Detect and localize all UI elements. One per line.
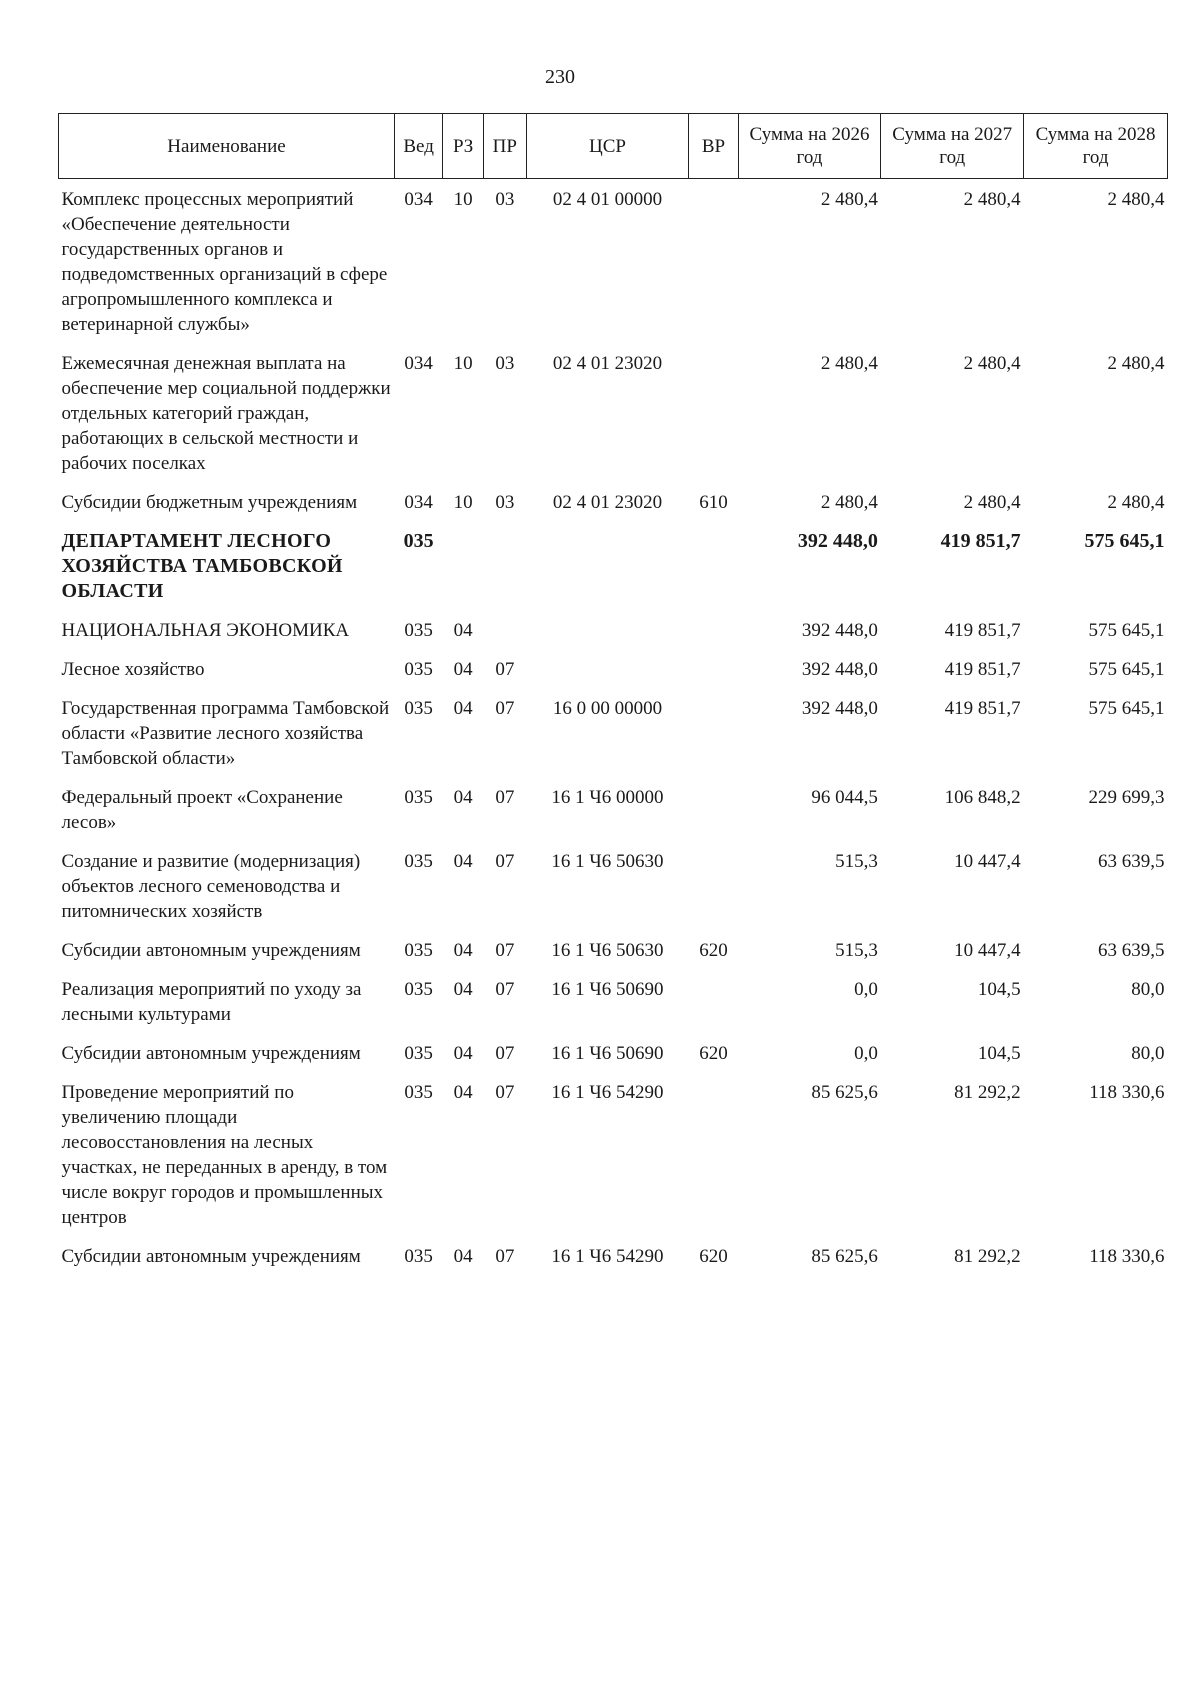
table-row xyxy=(59,649,1168,688)
cell-vr: 610 xyxy=(699,492,728,513)
header-sum-2028: Сумма на 2028 год xyxy=(1024,114,1168,179)
cell-sum-2028: 575 645,1 xyxy=(1084,530,1165,552)
cell-ved: 035 xyxy=(404,659,433,680)
cell-sum-2026: 2 480,4 xyxy=(820,353,878,374)
cell-csr: 16 1 Ч6 50690 xyxy=(551,979,664,1000)
cell-vr: 620 xyxy=(699,1246,728,1267)
table-row xyxy=(59,930,1168,969)
table-row xyxy=(59,610,1168,649)
cell-sum-2027: 419 851,7 xyxy=(944,620,1021,641)
header-name: Наименование xyxy=(59,114,395,179)
cell-name: Государственная программа Тамбовской области «Развитие лесного хозяйства Тамбовской области» xyxy=(61,698,390,769)
table-row xyxy=(59,1072,1168,1236)
cell-csr xyxy=(526,649,689,688)
cell-name: Субсидии автономным учреждениям xyxy=(61,1246,361,1267)
cell-vr xyxy=(689,521,738,610)
cell-pr: 07 xyxy=(495,1082,515,1103)
cell-ved: 035 xyxy=(404,1082,433,1103)
cell-sum-2026: 0,0 xyxy=(854,979,878,1000)
cell-name: Создание и развитие (модернизация) объектов лесного семеноводства и питомнических хозяйств xyxy=(61,851,361,922)
cell-pr: 07 xyxy=(495,787,515,808)
table-row xyxy=(59,777,1168,841)
table-header-row xyxy=(59,114,1168,179)
cell-vr xyxy=(689,1072,738,1236)
cell-sum-2028: 575 645,1 xyxy=(1088,659,1165,680)
cell-sum-2028: 575 645,1 xyxy=(1088,698,1165,719)
cell-sum-2028: 80,0 xyxy=(1131,1043,1165,1064)
cell-sum-2026: 392 448,0 xyxy=(797,530,878,552)
cell-rz: 10 xyxy=(453,189,473,210)
cell-sum-2028: 2 480,4 xyxy=(1107,189,1165,210)
cell-sum-2026: 392 448,0 xyxy=(801,620,878,641)
header-ved: Вед xyxy=(394,114,442,179)
cell-vr xyxy=(689,688,738,777)
cell-name: Субсидии автономным учреждениям xyxy=(61,1043,361,1064)
cell-sum-2026: 96 044,5 xyxy=(811,787,878,808)
cell-name: Комплекс процессных мероприятий «Обеспечение деятельности государственных органов и подведомственных организаций в сфере агропромышленного комплекса и ветеринарной службы» xyxy=(61,189,388,335)
cell-vr xyxy=(689,649,738,688)
cell-rz: 04 xyxy=(453,1082,473,1103)
cell-sum-2027: 104,5 xyxy=(977,1043,1021,1064)
cell-name: Федеральный проект «Сохранение лесов» xyxy=(61,787,343,833)
cell-vr: 620 xyxy=(699,1043,728,1064)
header-vr: ВР xyxy=(689,114,738,179)
cell-ved: 035 xyxy=(404,698,433,719)
cell-sum-2027: 81 292,2 xyxy=(954,1082,1021,1103)
cell-pr xyxy=(483,521,526,610)
cell-csr: 02 4 01 23020 xyxy=(552,353,663,374)
cell-ved: 034 xyxy=(404,189,433,210)
cell-sum-2028: 2 480,4 xyxy=(1107,353,1165,374)
cell-sum-2028: 63 639,5 xyxy=(1098,851,1165,872)
header-sum-2027: Сумма на 2027 год xyxy=(881,114,1024,179)
cell-vr xyxy=(689,969,738,1033)
table-body xyxy=(59,179,1168,1276)
cell-pr: 03 xyxy=(495,189,515,210)
cell-vr xyxy=(689,841,738,930)
cell-sum-2028: 229 699,3 xyxy=(1088,787,1165,808)
cell-sum-2026: 0,0 xyxy=(854,1043,878,1064)
cell-name: Проведение мероприятий по увеличению площади лесовосстановления на лесных участках, не переданных в аренду, в том числе вокруг городов и промышленных центров xyxy=(61,1082,388,1228)
cell-csr: 16 1 Ч6 50690 xyxy=(551,1043,664,1064)
cell-pr xyxy=(483,610,526,649)
cell-ved: 034 xyxy=(404,492,433,513)
cell-rz: 04 xyxy=(453,659,473,680)
table-row xyxy=(59,521,1168,610)
cell-sum-2027: 2 480,4 xyxy=(963,189,1021,210)
cell-csr xyxy=(526,521,689,610)
cell-rz: 10 xyxy=(453,492,473,513)
cell-sum-2026: 392 448,0 xyxy=(801,698,878,719)
header-sum-2026: Сумма на 2026 год xyxy=(738,114,881,179)
cell-csr: 02 4 01 23020 xyxy=(552,492,663,513)
table-row xyxy=(59,1033,1168,1072)
cell-csr: 16 1 Ч6 50630 xyxy=(551,940,664,961)
cell-pr: 07 xyxy=(495,1043,515,1064)
cell-ved: 034 xyxy=(404,353,433,374)
cell-sum-2027: 2 480,4 xyxy=(963,492,1021,513)
cell-sum-2027: 419 851,7 xyxy=(940,530,1021,552)
table-row xyxy=(59,688,1168,777)
header-pr: ПР xyxy=(483,114,526,179)
cell-pr: 07 xyxy=(495,698,515,719)
cell-sum-2026: 85 625,6 xyxy=(811,1246,878,1267)
header-rz: РЗ xyxy=(443,114,484,179)
cell-ved: 035 xyxy=(403,530,434,552)
cell-csr xyxy=(526,610,689,649)
cell-pr: 03 xyxy=(495,492,515,513)
cell-ved: 035 xyxy=(404,787,433,808)
table-row xyxy=(59,482,1168,521)
cell-sum-2028: 118 330,6 xyxy=(1089,1246,1165,1267)
cell-sum-2026: 392 448,0 xyxy=(801,659,878,680)
cell-ved: 035 xyxy=(404,620,433,641)
cell-sum-2027: 419 851,7 xyxy=(944,698,1021,719)
table-row xyxy=(59,1236,1168,1275)
cell-name: НАЦИОНАЛЬНАЯ ЭКОНОМИКА xyxy=(61,620,350,641)
cell-sum-2026: 2 480,4 xyxy=(820,189,878,210)
cell-ved: 035 xyxy=(404,1246,433,1267)
cell-name: Ежемесячная денежная выплата на обеспечение мер социальной поддержки отдельных категорий граждан, работающих в сельской местности и рабочих поселках xyxy=(61,353,391,474)
header-csr: ЦСР xyxy=(526,114,689,179)
cell-csr: 16 1 Ч6 00000 xyxy=(551,787,664,808)
cell-sum-2027: 10 447,4 xyxy=(954,940,1021,961)
cell-ved: 035 xyxy=(404,851,433,872)
cell-csr: 16 1 Ч6 50630 xyxy=(551,851,664,872)
cell-rz xyxy=(443,521,484,610)
cell-csr: 16 0 00 00000 xyxy=(552,698,663,719)
cell-rz: 04 xyxy=(453,1043,473,1064)
cell-vr xyxy=(689,777,738,841)
cell-sum-2027: 81 292,2 xyxy=(954,1246,1021,1267)
cell-pr: 07 xyxy=(495,851,515,872)
cell-sum-2027: 419 851,7 xyxy=(944,659,1021,680)
cell-rz: 10 xyxy=(453,353,473,374)
cell-name: Субсидии бюджетным учреждениям xyxy=(61,492,358,513)
cell-sum-2026: 515,3 xyxy=(835,940,878,961)
cell-rz: 04 xyxy=(453,940,473,961)
budget-table xyxy=(58,113,1168,1275)
cell-csr: 02 4 01 00000 xyxy=(552,189,663,210)
cell-rz: 04 xyxy=(453,979,473,1000)
cell-sum-2027: 10 447,4 xyxy=(954,851,1021,872)
cell-pr: 03 xyxy=(495,353,515,374)
cell-rz: 04 xyxy=(453,787,473,808)
cell-sum-2027: 104,5 xyxy=(977,979,1021,1000)
table-row xyxy=(59,841,1168,930)
cell-rz: 04 xyxy=(453,698,473,719)
cell-csr: 16 1 Ч6 54290 xyxy=(551,1082,664,1103)
cell-sum-2027: 2 480,4 xyxy=(963,353,1021,374)
cell-sum-2027: 106 848,2 xyxy=(944,787,1021,808)
cell-csr: 16 1 Ч6 54290 xyxy=(551,1246,664,1267)
cell-name: ДЕПАРТАМЕНТ ЛЕСНОГО ХОЗЯЙСТВА ТАМБОВСКОЙ ОБЛАСТИ xyxy=(61,530,343,602)
cell-sum-2026: 515,3 xyxy=(835,851,878,872)
cell-pr: 07 xyxy=(495,659,515,680)
cell-pr: 07 xyxy=(495,1246,515,1267)
table-row xyxy=(59,343,1168,482)
cell-pr: 07 xyxy=(495,940,515,961)
cell-rz: 04 xyxy=(453,1246,473,1267)
cell-sum-2026: 85 625,6 xyxy=(811,1082,878,1103)
cell-sum-2028: 575 645,1 xyxy=(1088,620,1165,641)
cell-sum-2028: 80,0 xyxy=(1131,979,1165,1000)
cell-ved: 035 xyxy=(404,1043,433,1064)
cell-sum-2028: 63 639,5 xyxy=(1098,940,1165,961)
table-row xyxy=(59,179,1168,344)
cell-vr: 620 xyxy=(699,940,728,961)
cell-sum-2028: 118 330,6 xyxy=(1089,1082,1165,1103)
cell-ved: 035 xyxy=(404,979,433,1000)
cell-sum-2026: 2 480,4 xyxy=(820,492,878,513)
cell-name: Лесное хозяйство xyxy=(61,659,205,680)
cell-vr xyxy=(689,179,738,344)
cell-ved: 035 xyxy=(404,940,433,961)
cell-vr xyxy=(689,610,738,649)
cell-sum-2028: 2 480,4 xyxy=(1107,492,1165,513)
cell-rz: 04 xyxy=(453,851,473,872)
cell-name: Субсидии автономным учреждениям xyxy=(61,940,361,961)
page-number: 230 xyxy=(545,66,575,88)
table-row xyxy=(59,969,1168,1033)
cell-vr xyxy=(689,343,738,482)
cell-name: Реализация мероприятий по уходу за лесными культурами xyxy=(61,979,362,1025)
cell-rz: 04 xyxy=(453,620,473,641)
cell-pr: 07 xyxy=(495,979,515,1000)
